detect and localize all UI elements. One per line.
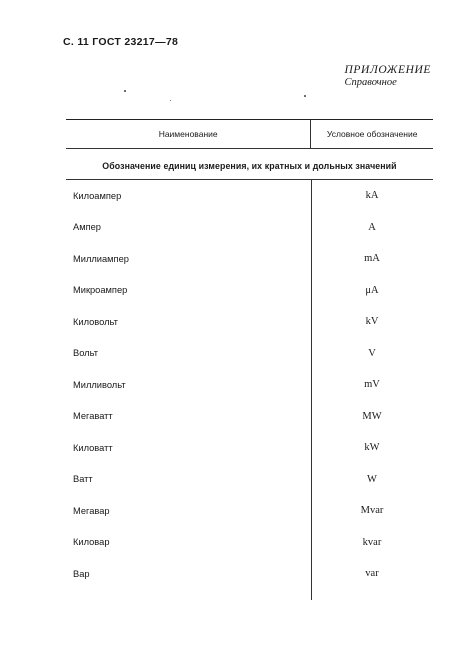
unit-name: Вар: [73, 568, 90, 579]
table-row: [66, 464, 433, 496]
unit-name: Киловатт: [73, 442, 113, 453]
section-title: Обозначение единиц измерения, их кратных и дольных значений: [102, 161, 397, 171]
appendix-subtitle: Справочное: [344, 77, 397, 88]
unit-symbol: kW: [364, 442, 380, 454]
table-row: [66, 275, 433, 307]
table-row: [66, 432, 433, 464]
scan-speck: [124, 90, 126, 92]
unit-symbol: V: [368, 347, 376, 359]
unit-symbol: Mvar: [360, 505, 384, 517]
table-row: [66, 495, 433, 527]
column-header-symbol: Условное обозначение: [310, 120, 433, 148]
unit-name: Миллиампер: [73, 253, 129, 264]
scan-speck: [170, 100, 171, 101]
unit-name: Килоампер: [73, 190, 122, 201]
unit-symbol: μA: [365, 284, 379, 296]
table-row: [66, 306, 433, 338]
unit-symbol: kA: [365, 190, 379, 202]
unit-name: Микроампер: [73, 285, 128, 296]
page-reference: С. 11 ГОСТ 23217—78: [63, 36, 179, 48]
unit-name: Киловар: [73, 537, 110, 548]
table-row: [66, 338, 433, 370]
column-divider: [311, 180, 312, 600]
column-header-name: Наименование: [158, 129, 218, 139]
table-row: [66, 369, 433, 401]
appendix-title: ПРИЛОЖЕНИЕ: [344, 64, 431, 76]
unit-name: Киловольт: [73, 316, 118, 327]
unit-name: Милливольт: [73, 379, 126, 390]
table-row: [66, 401, 433, 433]
unit-symbol: MW: [362, 410, 382, 422]
unit-symbol: kV: [365, 316, 379, 328]
unit-symbol: mV: [364, 379, 380, 391]
unit-name: Ватт: [73, 474, 93, 485]
scan-speck: [304, 95, 306, 97]
unit-symbol: W: [367, 473, 377, 485]
table-row: [66, 527, 433, 559]
table-header-row: [66, 120, 433, 148]
table-row: [66, 243, 433, 275]
appendix-block: [345, 64, 431, 88]
table-row: [66, 558, 433, 590]
unit-symbol: var: [365, 568, 379, 580]
unit-symbol: kvar: [362, 536, 382, 548]
unit-name: Мегаватт: [73, 411, 113, 422]
unit-name: Вольт: [73, 348, 98, 359]
table-row: [66, 180, 433, 212]
table-row: [66, 212, 433, 244]
table-body: [66, 180, 433, 590]
unit-name: Ампер: [73, 222, 101, 233]
unit-symbol: A: [368, 221, 376, 233]
units-table: [66, 119, 433, 590]
unit-name: Мегавар: [73, 505, 110, 516]
unit-symbol: mA: [364, 253, 380, 265]
